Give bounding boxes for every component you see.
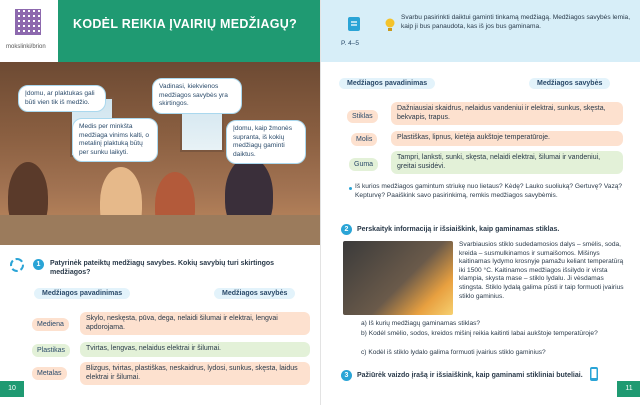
glass-info: Svarbiausios stiklo sudedamosios dalys – smėlis, soda, kreida – susmulkinamos ir sumaišomos. Mišinys kaitinamas lydymo krosnyje pamažu keliant temperatūrą iki 1500 °C. Kaitinamos medžiagos išsilydo ir virsta klampia, skysta mase – stiklo lydalu. Ji vėsdamas stingsta. Stiklo lydalą galima pūsti ir taip formuoti įvairius stiklo gaminius.: [459, 241, 624, 300]
material-name: Molis: [351, 133, 377, 146]
material-name: Metalas: [32, 367, 67, 380]
material-props: Dažniausiai skaidrus, nelaidus vandeniui ir elektrai, sunkus, skęsta, bekvapis, trapus.: [391, 102, 623, 125]
column-header-name: Medžiagos pavadinimas: [34, 288, 130, 299]
table-decor: [0, 215, 320, 245]
speech-bubble: Įdomu, kaip žmonės supranta, iš kokių medžiagų gaminti daiktus.: [226, 120, 306, 164]
task-text: Pažiūrėk vaizdo įrašą ir išsiaiškink, kaip gaminami stikliniai buteliai.: [357, 372, 583, 379]
activity-icon: [10, 258, 24, 272]
qr-link[interactable]: mokslinki/brion: [6, 44, 46, 50]
phone-icon[interactable]: [589, 366, 599, 382]
question-c: c) Kodėl iš stiklo lydalo galima formuoti įvairius stiklo gaminius?: [361, 349, 546, 356]
notebook-icon: [347, 16, 361, 32]
speech-bubble: Įdomu, ar plaktukas gali būti vien tik iš medžio.: [18, 85, 106, 112]
page-number: 11: [617, 381, 640, 397]
material-props: Blizgus, tvirtas, plastiškas, neskaidrus, lydosi, sunkus, skęsta, laidus elektrai ir šilumai.: [80, 362, 310, 385]
task-number: 1: [33, 259, 44, 270]
task-number: 2: [341, 224, 352, 235]
column-header-name: Medžiagos pavadinimas: [339, 78, 435, 89]
column-header-props: Medžiagos savybės: [529, 78, 610, 89]
task-text: Patyrinėk pateiktų medžiagų savybes. Kokių savybių turi skirtingos medžiagos?: [50, 260, 275, 276]
column-header-props: Medžiagos savybės: [214, 288, 295, 299]
glassblower-photo: [343, 241, 453, 315]
qr-code-icon[interactable]: [15, 9, 41, 35]
page-reference: P. 4–5: [341, 40, 359, 47]
speech-bubble: Medis per minkšta medžiaga vinims kalti, o metalinį plaktuką būtų per sunku laikyti.: [72, 118, 158, 162]
lightbulb-icon: [385, 18, 395, 32]
bullet-dot: [349, 187, 352, 190]
material-name: Guma: [349, 158, 378, 171]
task-text: Perskaityk informaciją ir išsiaiškink, kaip gaminamas stiklas.: [357, 226, 560, 233]
material-name: Plastikas: [32, 344, 70, 357]
material-props: Tvirtas, lengvas, nelaidus elektrai ir šilumai.: [80, 342, 310, 357]
material-props: Skylo, neskęsta, pūva, dega, nelaidi šilumai ir elektrai, lengvai apdorojama.: [80, 312, 310, 335]
question-a: a) Iš kurių medžiagų gaminamas stiklas?: [361, 320, 481, 327]
speech-bubble: Vadinasi, kiekvienos medžiagos savybės yra skirtingos.: [152, 78, 242, 114]
task-number: 3: [341, 370, 352, 381]
question-b: b) Kodėl smėlio, sodos, kreidos mišinį reikia kaitinti labai aukštoje temperatūroje?: [361, 330, 598, 337]
tip-text: Svarbu pasirinkti daiktui gaminti tinkamą medžiagą. Medžiagos savybės lemia, kaip ji bus panaudota, kas iš jos bus gaminama.: [401, 14, 631, 30]
material-props: Plastiškas, lipnus, kietėja aukštoje temperatūroje.: [391, 131, 623, 146]
page-number: 10: [0, 381, 24, 397]
page-title: KODĖL REIKIA ĮVAIRIŲ MEDŽIAGŲ?: [73, 17, 298, 31]
qr-area: [0, 0, 58, 62]
right-page: [320, 0, 640, 405]
material-name: Mediena: [32, 318, 69, 331]
material-props: Tampri, lanksti, sunki, skęsta, nelaidi elektrai, šilumai ir vandeniui, greitai susidėvi.: [391, 151, 623, 174]
material-name: Stiklas: [347, 110, 378, 123]
bullet-question: Iš kurios medžiagos gamintum striukę nuo lietaus? Kėdę? Lauko suoliuką? Gertuvę? Vazą? Kepturvę? Paaiškink savo pasirinkimą, remkis medžiagos savybėmis.: [355, 183, 623, 199]
